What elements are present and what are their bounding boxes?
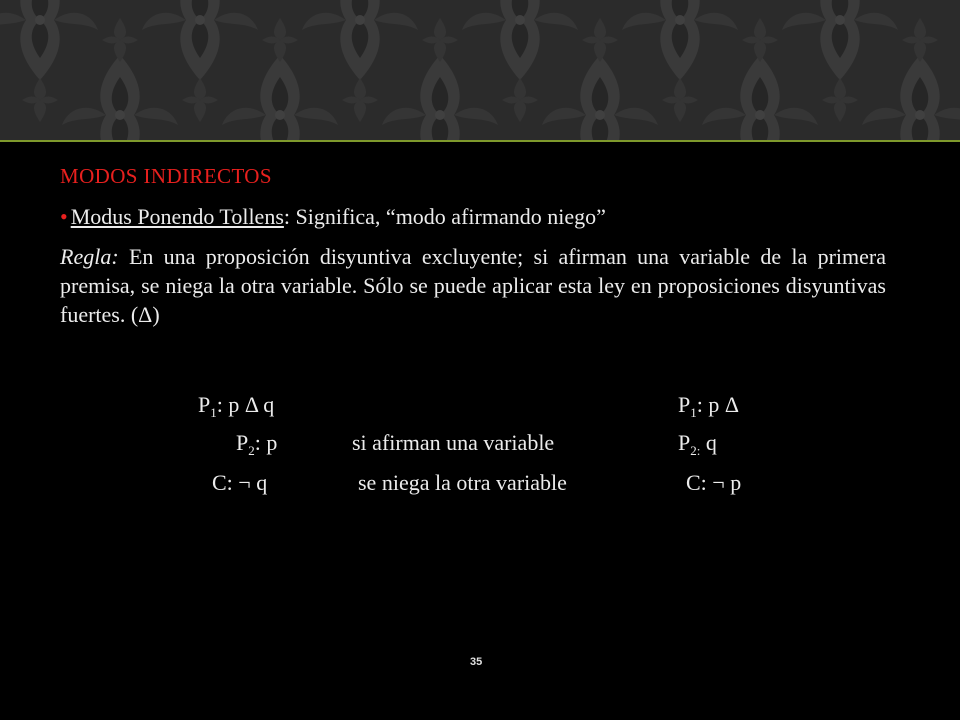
accent-line <box>0 140 960 142</box>
left-p2-label: P <box>236 430 249 455</box>
right-p2-subscript: 2: <box>690 443 701 458</box>
bullet-description: : Significa, “modo afirmando niego” <box>283 204 606 229</box>
bullet-icon: • <box>60 204 68 229</box>
left-p1-text: : p Δ q <box>216 392 275 417</box>
bullet-term: Modus Ponendo Tollens <box>70 204 284 229</box>
left-premise-1 <box>198 392 274 421</box>
rule-label: Regla: <box>60 244 119 269</box>
right-p1-text: : p Δ <box>696 392 740 417</box>
note-negate-other: se niega la otra variable <box>358 470 567 495</box>
left-p2-text: : p <box>254 430 278 455</box>
bullet-modus-ponendo-tollens <box>60 204 606 230</box>
left-p1-label: P <box>198 392 211 417</box>
left-conclusion: C: ¬ q <box>212 470 268 495</box>
rule-paragraph <box>60 242 886 329</box>
note-affirm-variable: si afirman una variable <box>352 430 555 455</box>
slide-heading: MODOS INDIRECTOS <box>60 164 272 188</box>
right-conclusion: C: ¬ p <box>686 470 742 495</box>
right-premise-2 <box>678 430 717 459</box>
left-p2-subscript: 2 <box>248 443 255 458</box>
slide-number: 35 <box>470 656 483 668</box>
right-p2-label: P <box>678 430 691 455</box>
damask-pattern <box>0 0 960 140</box>
left-p1-subscript: 1 <box>210 405 217 420</box>
damask-banner <box>0 0 960 140</box>
right-premise-1 <box>678 392 739 421</box>
left-premise-2 <box>236 430 277 459</box>
right-p2-text: q <box>700 430 717 455</box>
right-p1-label: P <box>678 392 691 417</box>
rule-text: En una proposición disyuntiva excluyente; si afirman una variable de la primera premisa, se niega la otra variable. Sólo se puede aplicar esta ley en proposiciones disyuntivas fuertes. (Δ) <box>60 244 886 327</box>
right-p1-subscript: 1 <box>690 405 697 420</box>
